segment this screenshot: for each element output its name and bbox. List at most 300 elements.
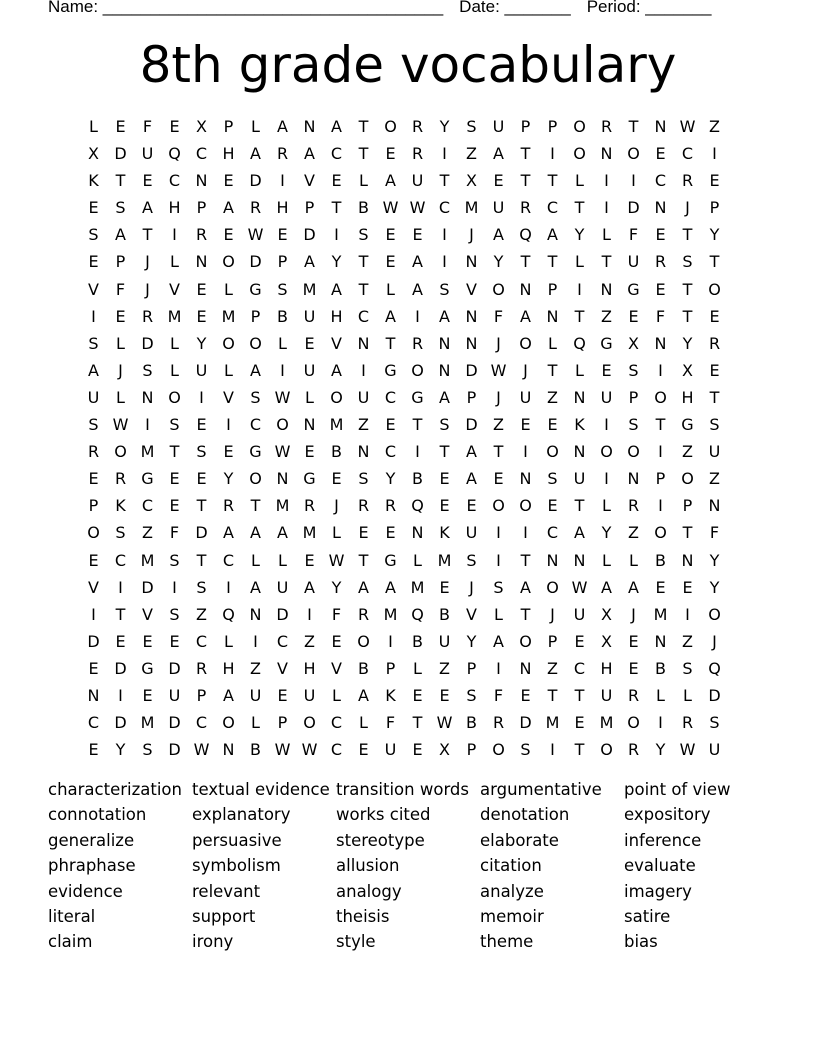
grid-letter[interactable]: E (115, 631, 126, 651)
grid-letter[interactable]: R (195, 225, 208, 245)
grid-letter[interactable]: M (275, 496, 290, 516)
grid-letter[interactable]: Z (250, 658, 261, 678)
grid-letter[interactable]: N (465, 333, 478, 353)
grid-letter[interactable]: P (115, 252, 126, 272)
grid-letter[interactable]: D (114, 658, 127, 678)
grid-letter[interactable]: I (280, 171, 285, 191)
grid-letter[interactable]: O (384, 117, 397, 136)
grid-letter[interactable]: V (331, 658, 342, 678)
grid-letter[interactable]: Y (331, 577, 342, 597)
grid-letter[interactable]: E (304, 442, 315, 462)
grid-letter[interactable]: N (222, 740, 235, 760)
grid-letter[interactable]: E (709, 306, 720, 326)
grid-letter[interactable]: E (412, 225, 423, 245)
grid-letter[interactable]: X (628, 333, 639, 353)
grid-letter[interactable]: L (602, 496, 611, 516)
grid-letter[interactable]: L (629, 550, 638, 570)
grid-letter[interactable]: V (304, 171, 315, 191)
grid-letter[interactable]: E (142, 171, 153, 191)
grid-letter[interactable]: I (388, 631, 393, 651)
grid-letter[interactable]: L (386, 279, 395, 299)
grid-letter[interactable]: U (573, 469, 586, 489)
grid-letter[interactable]: T (547, 171, 558, 191)
grid-letter[interactable]: A (250, 577, 261, 597)
grid-letter[interactable]: U (276, 577, 289, 597)
grid-letter[interactable]: P (277, 713, 288, 733)
grid-letter[interactable]: T (574, 496, 585, 516)
grid-letter[interactable]: U (573, 604, 586, 624)
grid-letter[interactable]: L (170, 360, 179, 380)
grid-letter[interactable]: R (357, 496, 370, 516)
grid-letter[interactable]: A (439, 387, 450, 407)
grid-letter[interactable]: I (199, 387, 204, 407)
grid-letter[interactable]: T (196, 496, 207, 516)
grid-letter[interactable]: T (547, 685, 558, 705)
grid-letter[interactable]: H (600, 658, 613, 678)
grid-letter[interactable]: E (142, 685, 153, 705)
grid-letter[interactable]: J (469, 577, 474, 597)
grid-letter[interactable]: M (383, 604, 398, 624)
grid-letter[interactable]: A (88, 360, 99, 380)
grid-letter[interactable]: A (520, 577, 531, 597)
grid-letter[interactable]: D (141, 333, 154, 353)
grid-letter[interactable]: E (196, 469, 207, 489)
grid-letter[interactable]: P (196, 685, 207, 705)
grid-letter[interactable]: C (438, 198, 451, 218)
grid-letter[interactable]: Z (682, 631, 693, 651)
grid-letter[interactable]: Q (411, 496, 424, 516)
grid-letter[interactable]: P (385, 658, 396, 678)
grid-letter[interactable]: X (196, 117, 207, 136)
grid-letter[interactable]: F (655, 306, 666, 326)
grid-letter[interactable]: I (685, 604, 690, 624)
grid-letter[interactable]: B (250, 740, 261, 760)
grid-letter[interactable]: I (658, 713, 663, 733)
grid-letter[interactable]: W (328, 550, 345, 570)
grid-letter[interactable]: W (409, 198, 426, 218)
grid-letter[interactable]: E (628, 631, 639, 651)
grid-letter[interactable]: D (141, 577, 154, 597)
grid-letter[interactable]: F (169, 523, 180, 543)
grid-letter[interactable]: H (303, 658, 316, 678)
grid-letter[interactable]: S (115, 523, 126, 543)
grid-letter[interactable]: I (307, 604, 312, 624)
grid-letter[interactable]: A (304, 252, 315, 272)
grid-letter[interactable]: B (412, 469, 423, 489)
grid-letter[interactable]: R (519, 198, 532, 218)
grid-letter[interactable]: T (682, 523, 693, 543)
grid-letter[interactable]: I (523, 523, 528, 543)
grid-letter[interactable]: E (331, 631, 342, 651)
grid-letter[interactable]: J (712, 631, 717, 651)
grid-letter[interactable]: C (87, 713, 100, 733)
grid-letter[interactable]: W (112, 415, 129, 435)
grid-letter[interactable]: Z (358, 415, 369, 435)
grid-letter[interactable]: Z (142, 523, 153, 543)
grid-letter[interactable]: S (358, 225, 369, 245)
grid-letter[interactable]: C (195, 144, 208, 164)
grid-letter[interactable]: A (331, 360, 342, 380)
grid-letter[interactable]: E (304, 550, 315, 570)
grid-letter[interactable]: H (330, 306, 343, 326)
grid-letter[interactable]: Y (385, 469, 396, 489)
grid-letter[interactable]: N (708, 496, 721, 516)
grid-letter[interactable]: T (493, 442, 504, 462)
grid-letter[interactable]: S (439, 279, 450, 299)
grid-letter[interactable]: E (223, 171, 234, 191)
grid-letter[interactable]: I (496, 658, 501, 678)
grid-letter[interactable]: D (168, 740, 181, 760)
grid-letter[interactable]: I (604, 469, 609, 489)
grid-letter[interactable]: M (464, 198, 479, 218)
grid-letter[interactable]: M (410, 577, 425, 597)
grid-letter[interactable]: N (303, 117, 316, 136)
grid-letter[interactable]: U (600, 685, 613, 705)
grid-letter[interactable]: N (600, 279, 613, 299)
grid-letter[interactable]: S (169, 604, 180, 624)
grid-letter[interactable]: L (602, 550, 611, 570)
grid-letter[interactable]: M (302, 523, 317, 543)
grid-letter[interactable]: T (520, 171, 531, 191)
grid-letter[interactable]: N (465, 252, 478, 272)
grid-letter[interactable]: J (469, 225, 474, 245)
grid-letter[interactable]: D (87, 631, 100, 651)
grid-letter[interactable]: I (604, 415, 609, 435)
grid-letter[interactable]: O (222, 333, 235, 353)
grid-letter[interactable]: L (413, 658, 422, 678)
grid-letter[interactable]: I (415, 442, 420, 462)
grid-letter[interactable]: M (140, 713, 155, 733)
grid-letter[interactable]: R (384, 496, 397, 516)
grid-letter[interactable]: A (466, 469, 477, 489)
grid-letter[interactable]: E (574, 631, 585, 651)
grid-letter[interactable]: J (496, 333, 501, 353)
grid-letter[interactable]: S (466, 550, 477, 570)
grid-letter[interactable]: S (169, 415, 180, 435)
grid-letter[interactable]: E (601, 360, 612, 380)
grid-letter[interactable]: P (250, 306, 261, 326)
grid-letter[interactable]: N (573, 550, 586, 570)
grid-letter[interactable]: A (142, 198, 153, 218)
grid-letter[interactable]: E (277, 225, 288, 245)
grid-letter[interactable]: P (547, 279, 558, 299)
grid-letter[interactable]: V (466, 279, 477, 299)
grid-letter[interactable]: E (439, 685, 450, 705)
grid-letter[interactable]: Q (411, 604, 424, 624)
grid-letter[interactable]: E (358, 740, 369, 760)
grid-letter[interactable]: O (546, 577, 559, 597)
grid-letter[interactable]: P (628, 387, 639, 407)
grid-letter[interactable]: O (411, 360, 424, 380)
grid-letter[interactable]: E (547, 415, 558, 435)
grid-letter[interactable]: Y (331, 252, 342, 272)
grid-letter[interactable]: F (493, 306, 504, 326)
grid-letter[interactable]: S (196, 577, 207, 597)
grid-letter[interactable]: G (303, 469, 316, 489)
grid-letter[interactable]: S (520, 740, 531, 760)
grid-letter[interactable]: W (679, 740, 696, 760)
grid-letter[interactable]: N (519, 658, 532, 678)
grid-letter[interactable]: Z (601, 306, 612, 326)
grid-letter[interactable]: O (654, 387, 667, 407)
grid-letter[interactable]: E (574, 713, 585, 733)
grid-letter[interactable]: J (523, 360, 528, 380)
grid-letter[interactable]: O (519, 496, 532, 516)
grid-letter[interactable]: Z (439, 658, 450, 678)
grid-letter[interactable]: P (547, 631, 558, 651)
grid-letter[interactable]: W (382, 198, 399, 218)
grid-letter[interactable]: L (278, 333, 287, 353)
grid-letter[interactable]: O (492, 496, 505, 516)
grid-letter[interactable]: U (141, 144, 154, 164)
grid-letter[interactable]: A (331, 279, 342, 299)
grid-letter[interactable]: N (519, 279, 532, 299)
grid-letter[interactable]: I (442, 144, 447, 164)
grid-letter[interactable]: A (304, 577, 315, 597)
grid-letter[interactable]: G (627, 279, 640, 299)
grid-letter[interactable]: E (196, 306, 207, 326)
grid-letter[interactable]: O (249, 333, 262, 353)
grid-letter[interactable]: E (439, 469, 450, 489)
grid-letter[interactable]: J (334, 496, 339, 516)
grid-letter[interactable]: A (358, 685, 369, 705)
grid-letter[interactable]: C (249, 415, 262, 435)
grid-letter[interactable]: E (520, 415, 531, 435)
grid-letter[interactable]: V (466, 604, 477, 624)
grid-letter[interactable]: G (249, 279, 262, 299)
grid-letter[interactable]: N (276, 469, 289, 489)
grid-letter[interactable]: J (118, 360, 123, 380)
grid-letter[interactable]: D (519, 713, 532, 733)
grid-letter[interactable]: Y (574, 225, 585, 245)
grid-letter[interactable]: Y (709, 225, 720, 245)
grid-letter[interactable]: E (466, 496, 477, 516)
grid-letter[interactable]: O (573, 144, 586, 164)
grid-letter[interactable]: R (681, 171, 694, 191)
period-field[interactable]: Period: _______ (586, 0, 712, 16)
grid-letter[interactable]: F (142, 117, 153, 136)
grid-letter[interactable]: I (361, 360, 366, 380)
grid-letter[interactable]: A (115, 225, 126, 245)
grid-letter[interactable]: C (195, 631, 208, 651)
grid-letter[interactable]: E (196, 279, 207, 299)
grid-letter[interactable]: A (250, 523, 261, 543)
grid-letter[interactable]: L (494, 604, 503, 624)
grid-letter[interactable]: I (442, 252, 447, 272)
grid-letter[interactable]: M (653, 604, 668, 624)
grid-letter[interactable]: E (169, 631, 180, 651)
grid-letter[interactable]: A (439, 306, 450, 326)
grid-letter[interactable]: I (523, 442, 528, 462)
grid-letter[interactable]: L (359, 713, 368, 733)
grid-letter[interactable]: H (222, 144, 235, 164)
grid-letter[interactable]: P (520, 117, 531, 136)
grid-letter[interactable]: S (466, 117, 477, 136)
grid-letter[interactable]: Y (439, 117, 450, 136)
grid-letter[interactable]: T (169, 442, 180, 462)
grid-letter[interactable]: I (118, 577, 123, 597)
grid-letter[interactable]: O (600, 442, 613, 462)
grid-letter[interactable]: L (89, 117, 98, 136)
grid-letter[interactable]: S (628, 415, 639, 435)
grid-letter[interactable]: I (226, 577, 231, 597)
grid-letter[interactable]: L (413, 550, 422, 570)
grid-letter[interactable]: R (87, 442, 100, 462)
grid-letter[interactable]: T (547, 360, 558, 380)
grid-letter[interactable]: C (330, 740, 343, 760)
grid-letter[interactable]: N (195, 252, 208, 272)
grid-letter[interactable]: U (303, 306, 316, 326)
grid-letter[interactable]: C (546, 198, 559, 218)
grid-letter[interactable]: U (492, 198, 505, 218)
grid-letter[interactable]: G (681, 415, 694, 435)
grid-letter[interactable]: O (276, 415, 289, 435)
grid-letter[interactable]: E (682, 577, 693, 597)
grid-letter[interactable]: E (88, 198, 99, 218)
grid-letter[interactable]: U (87, 387, 100, 407)
grid-letter[interactable]: C (168, 171, 181, 191)
grid-letter[interactable]: U (519, 387, 532, 407)
grid-letter[interactable]: O (249, 469, 262, 489)
grid-letter[interactable]: X (601, 631, 612, 651)
grid-letter[interactable]: S (142, 740, 153, 760)
grid-letter[interactable]: I (496, 550, 501, 570)
grid-letter[interactable]: S (88, 225, 99, 245)
grid-letter[interactable]: E (331, 171, 342, 191)
grid-letter[interactable]: C (222, 550, 235, 570)
grid-letter[interactable]: A (385, 171, 396, 191)
grid-letter[interactable]: U (411, 171, 424, 191)
grid-letter[interactable]: L (305, 387, 314, 407)
grid-letter[interactable]: J (496, 387, 501, 407)
grid-letter[interactable]: E (385, 415, 396, 435)
grid-letter[interactable]: T (574, 198, 585, 218)
grid-letter[interactable]: Y (655, 740, 666, 760)
grid-letter[interactable]: E (223, 225, 234, 245)
grid-letter[interactable]: A (547, 225, 558, 245)
grid-letter[interactable]: S (709, 415, 720, 435)
grid-letter[interactable]: L (224, 360, 233, 380)
grid-letter[interactable]: Y (682, 333, 693, 353)
grid-letter[interactable]: A (223, 685, 234, 705)
grid-letter[interactable]: N (546, 306, 559, 326)
grid-letter[interactable]: E (628, 306, 639, 326)
grid-letter[interactable]: A (250, 144, 261, 164)
grid-letter[interactable]: T (115, 604, 126, 624)
grid-letter[interactable]: N (195, 171, 208, 191)
grid-letter[interactable]: U (303, 360, 316, 380)
grid-letter[interactable]: A (331, 117, 342, 136)
grid-letter[interactable]: E (412, 740, 423, 760)
grid-letter[interactable]: G (411, 387, 424, 407)
grid-letter[interactable]: N (654, 333, 667, 353)
grid-letter[interactable]: I (172, 577, 177, 597)
grid-letter[interactable]: D (249, 171, 262, 191)
grid-letter[interactable]: O (303, 713, 316, 733)
grid-letter[interactable]: G (384, 550, 397, 570)
grid-letter[interactable]: S (628, 360, 639, 380)
grid-letter[interactable]: B (412, 631, 423, 651)
grid-letter[interactable]: L (251, 117, 260, 136)
grid-letter[interactable]: D (276, 604, 289, 624)
grid-letter[interactable]: C (330, 144, 343, 164)
grid-letter[interactable]: P (547, 117, 558, 136)
grid-letter[interactable]: G (141, 658, 154, 678)
grid-letter[interactable]: A (385, 306, 396, 326)
grid-letter[interactable]: T (709, 252, 720, 272)
grid-letter[interactable]: K (88, 171, 99, 191)
grid-letter[interactable]: M (599, 713, 614, 733)
grid-letter[interactable]: V (223, 387, 234, 407)
grid-letter[interactable]: D (465, 415, 478, 435)
grid-letter[interactable]: I (145, 415, 150, 435)
grid-letter[interactable]: C (681, 144, 694, 164)
grid-letter[interactable]: N (249, 604, 262, 624)
grid-letter[interactable]: T (520, 604, 531, 624)
grid-letter[interactable]: L (278, 550, 287, 570)
grid-letter[interactable]: L (602, 225, 611, 245)
grid-letter[interactable]: I (334, 225, 339, 245)
grid-letter[interactable]: E (385, 252, 396, 272)
grid-letter[interactable]: L (332, 685, 341, 705)
grid-letter[interactable]: I (658, 360, 663, 380)
grid-letter[interactable]: M (437, 550, 452, 570)
grid-letter[interactable]: F (385, 713, 396, 733)
grid-letter[interactable]: O (114, 442, 127, 462)
grid-letter[interactable]: E (655, 225, 666, 245)
grid-letter[interactable]: O (330, 387, 343, 407)
grid-letter[interactable]: E (493, 171, 504, 191)
grid-letter[interactable]: B (655, 658, 666, 678)
grid-letter[interactable]: E (439, 496, 450, 516)
grid-letter[interactable]: T (520, 144, 531, 164)
grid-letter[interactable]: N (627, 469, 640, 489)
grid-letter[interactable]: R (681, 713, 694, 733)
grid-letter[interactable]: T (574, 740, 585, 760)
grid-letter[interactable]: B (358, 198, 369, 218)
grid-letter[interactable]: S (682, 252, 693, 272)
grid-letter[interactable]: Q (708, 658, 721, 678)
grid-letter[interactable]: R (627, 740, 640, 760)
grid-letter[interactable]: Z (196, 604, 207, 624)
grid-letter[interactable]: E (385, 225, 396, 245)
grid-letter[interactable]: I (280, 360, 285, 380)
grid-letter[interactable]: B (277, 306, 288, 326)
grid-letter[interactable]: N (573, 442, 586, 462)
grid-letter[interactable]: T (682, 306, 693, 326)
grid-letter[interactable]: P (466, 387, 477, 407)
grid-letter[interactable]: X (682, 360, 693, 380)
grid-letter[interactable]: B (655, 550, 666, 570)
grid-letter[interactable]: K (574, 415, 585, 435)
grid-letter[interactable]: S (115, 198, 126, 218)
grid-letter[interactable]: Z (682, 442, 693, 462)
grid-letter[interactable]: T (358, 279, 369, 299)
grid-letter[interactable]: I (226, 415, 231, 435)
grid-letter[interactable]: L (170, 252, 179, 272)
grid-letter[interactable]: R (411, 117, 424, 136)
grid-letter[interactable]: K (439, 523, 450, 543)
grid-letter[interactable]: E (88, 252, 99, 272)
grid-letter[interactable]: T (250, 496, 261, 516)
grid-letter[interactable]: V (88, 279, 99, 299)
grid-letter[interactable]: U (357, 387, 370, 407)
grid-letter[interactable]: T (682, 225, 693, 245)
grid-letter[interactable]: A (520, 306, 531, 326)
grid-letter[interactable]: D (303, 225, 316, 245)
grid-letter[interactable]: P (466, 658, 477, 678)
grid-letter[interactable]: M (329, 415, 344, 435)
